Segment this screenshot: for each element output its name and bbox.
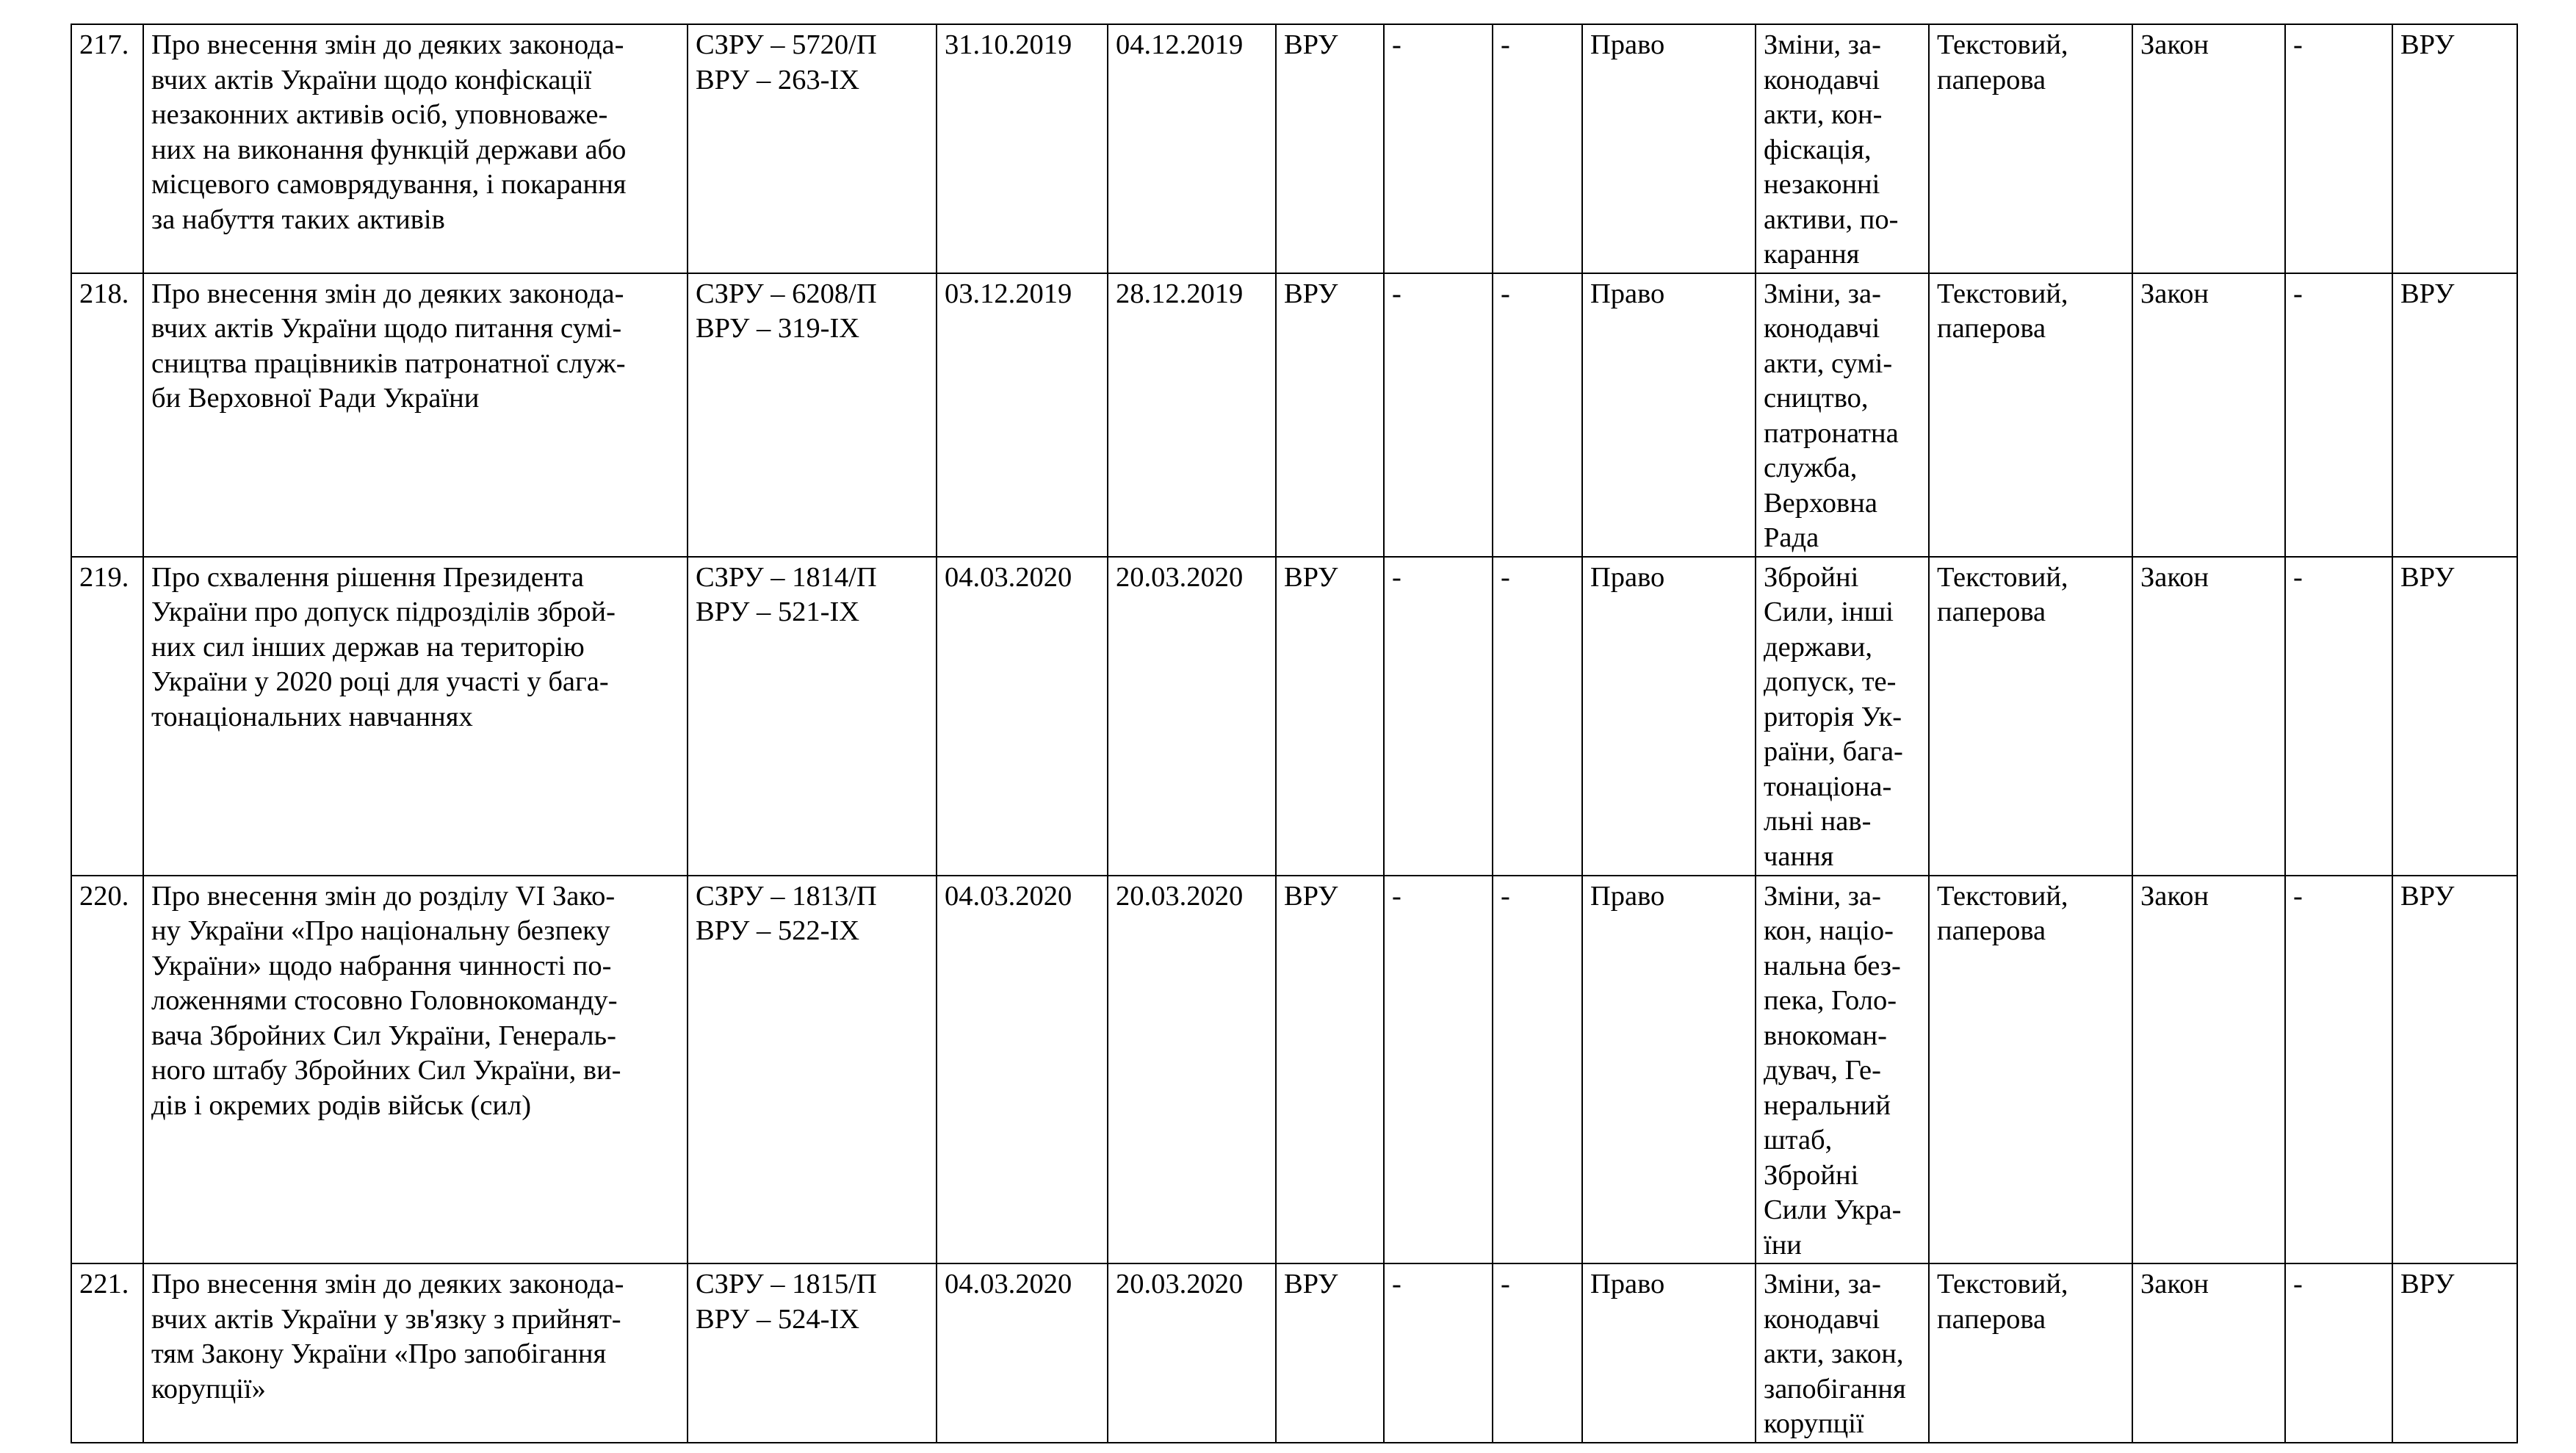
cell-act-title: [143, 273, 688, 557]
act-title-line: вчих актів України щодо питання сумі-: [151, 313, 622, 344]
act-title-line: ложеннями стосовно Головнокоманду-: [151, 985, 618, 1016]
keywords-line: допуск, те-: [1764, 666, 1897, 697]
act-title-line: сництва працівників патронатної служ-: [151, 347, 626, 379]
cell-row-number: 219.: [71, 557, 143, 876]
keywords-line: кон, націо-: [1764, 915, 1894, 946]
cell-empty-field-c: -: [2285, 273, 2392, 557]
cell-issuing-body: ВРУ: [1276, 557, 1384, 876]
cell-act-title: [143, 1263, 688, 1443]
cell-publication-date: 20.03.2020: [1108, 1263, 1276, 1443]
keywords-line: Рада: [1764, 522, 1819, 553]
cell-document-type: Закон: [2132, 273, 2285, 557]
keywords-line: Верховна: [1764, 487, 1877, 519]
cell-adoption-date: 04.03.2020: [937, 876, 1108, 1264]
cell-category: Право: [1582, 1263, 1756, 1443]
cell-empty-field-b: -: [1493, 557, 1582, 876]
keywords-line: внокоман-: [1764, 1020, 1887, 1051]
cell-document-format: [1929, 557, 2132, 876]
cell-document-format: [1929, 273, 2132, 557]
keywords-line: акти, кон-: [1764, 99, 1883, 130]
registration-number-line: ВРУ – 319-IX: [696, 313, 860, 344]
cell-row-number: 220.: [71, 876, 143, 1264]
registration-number-line: СЗРУ – 1813/П: [696, 880, 877, 912]
keywords-line: Сили, інші: [1764, 596, 1894, 627]
document-format-line: паперова: [1937, 1303, 2046, 1335]
registration-number-line: ВРУ – 263-IX: [696, 64, 860, 95]
act-title-line: ну України «Про національну безпеку: [151, 915, 610, 946]
act-title-line: Про внесення змін до деяких законода-: [151, 1269, 624, 1299]
registration-number-line: ВРУ – 521-IX: [696, 596, 860, 627]
keywords-line: Зміни, за-: [1764, 1269, 1881, 1299]
act-title-line: тонаціональних навчаннях: [151, 701, 473, 732]
cell-empty-field-c: -: [2285, 1263, 2392, 1443]
act-title-line: корупції»: [151, 1373, 266, 1405]
cell-row-number: 217.: [71, 24, 143, 273]
document-page: [71, 24, 2517, 1443]
cell-issuing-body: ВРУ: [1276, 273, 1384, 557]
act-title-line: них на виконання функцій держави або: [151, 134, 627, 165]
keywords-line: конодавчі: [1764, 313, 1880, 344]
keywords-line: патронатна: [1764, 417, 1899, 449]
keywords-line: раїни, бага-: [1764, 736, 1903, 767]
cell-keywords: [1756, 557, 1929, 876]
keywords-line: служба,: [1764, 453, 1858, 483]
cell-document-format: [1929, 876, 2132, 1264]
keywords-line: риторія Ук-: [1764, 701, 1902, 732]
keywords-line: тонаціона-: [1764, 771, 1892, 802]
table-row: [71, 24, 2517, 273]
keywords-line: Зміни, за-: [1764, 278, 1881, 309]
registration-number-line: СЗРУ – 1814/П: [696, 561, 877, 593]
act-title-line: за набуття таких активів: [151, 203, 445, 235]
cell-source-body: ВРУ: [2392, 557, 2517, 876]
act-title-line: би Верховної Ради України: [151, 383, 480, 414]
cell-empty-field-a: -: [1384, 557, 1493, 876]
cell-empty-field-b: -: [1493, 24, 1582, 273]
keywords-line: акти, закон,: [1764, 1338, 1904, 1369]
cell-adoption-date: 04.03.2020: [937, 1263, 1108, 1443]
document-format-line: Текстовий,: [1937, 1269, 2068, 1299]
keywords-line: незаконні: [1764, 169, 1880, 200]
act-title-line: України у 2020 році для участі у бага-: [151, 666, 609, 697]
cell-empty-field-c: -: [2285, 24, 2392, 273]
registration-number-line: ВРУ – 524-IX: [696, 1303, 860, 1335]
cell-empty-field-a: -: [1384, 273, 1493, 557]
table-row: [71, 876, 2517, 1264]
cell-source-body: ВРУ: [2392, 1263, 2517, 1443]
cell-empty-field-b: -: [1493, 876, 1582, 1264]
registration-number-line: СЗРУ – 1815/П: [696, 1269, 877, 1299]
act-title-line: України» щодо набрання чинності по-: [151, 950, 612, 981]
keywords-line: нальна без-: [1764, 950, 1901, 981]
act-title-line: України про допуск підрозділів збрoй-: [151, 596, 616, 627]
act-title-line: вчих актів України у зв'язку з прийнят-: [151, 1303, 621, 1335]
cell-registration-number: [688, 273, 937, 557]
cell-issuing-body: ВРУ: [1276, 24, 1384, 273]
registration-number-line: СЗРУ – 5720/П: [696, 29, 877, 60]
keywords-line: Зміни, за-: [1764, 29, 1881, 60]
document-format-line: паперова: [1937, 915, 2046, 946]
act-title-line: дів і окремих родів військ (сил): [151, 1089, 532, 1121]
cell-category: Право: [1582, 273, 1756, 557]
cell-row-number: 218.: [71, 273, 143, 557]
keywords-line: їни: [1764, 1229, 1802, 1261]
cell-document-format: [1929, 1263, 2132, 1443]
keywords-line: держави,: [1764, 631, 1873, 663]
registration-number-line: ВРУ – 522-IX: [696, 915, 860, 946]
cell-act-title: [143, 557, 688, 876]
cell-registration-number: [688, 1263, 937, 1443]
cell-empty-field-c: -: [2285, 876, 2392, 1264]
cell-category: Право: [1582, 876, 1756, 1264]
cell-publication-date: 20.03.2020: [1108, 876, 1276, 1264]
keywords-line: Зміни, за-: [1764, 880, 1881, 912]
keywords-line: пека, Голо-: [1764, 985, 1897, 1016]
document-format-line: Текстовий,: [1937, 29, 2068, 60]
keywords-line: Збройні: [1764, 1159, 1859, 1191]
cell-empty-field-a: -: [1384, 876, 1493, 1264]
keywords-line: сництво,: [1764, 383, 1869, 414]
keywords-line: дувач, Ге-: [1764, 1055, 1881, 1086]
cell-source-body: ВРУ: [2392, 876, 2517, 1264]
cell-act-title: [143, 24, 688, 273]
cell-document-type: Закон: [2132, 557, 2285, 876]
cell-empty-field-a: -: [1384, 24, 1493, 273]
act-title-line: Про схвалення рішення Президента: [151, 561, 585, 593]
cell-source-body: ВРУ: [2392, 273, 2517, 557]
act-title-line: Про внесення змін до розділу VI Зако-: [151, 880, 616, 912]
cell-keywords: [1756, 273, 1929, 557]
cell-issuing-body: ВРУ: [1276, 1263, 1384, 1443]
act-title-line: Про внесення змін до деяких законода-: [151, 29, 624, 60]
table-row: [71, 557, 2517, 876]
table-row: [71, 273, 2517, 557]
keywords-line: чання: [1764, 840, 1834, 872]
cell-keywords: [1756, 24, 1929, 273]
cell-act-title: [143, 876, 688, 1264]
document-format-line: Текстовий,: [1937, 278, 2068, 309]
document-format-line: паперова: [1937, 596, 2046, 627]
keywords-line: Збройні: [1764, 561, 1859, 593]
cell-registration-number: [688, 24, 937, 273]
cell-keywords: [1756, 1263, 1929, 1443]
registration-number-line: СЗРУ – 6208/П: [696, 278, 877, 309]
act-title-line: місцевого самоврядування, і покарання: [151, 169, 627, 200]
document-format-line: Текстовий,: [1937, 880, 2068, 912]
cell-issuing-body: ВРУ: [1276, 876, 1384, 1264]
keywords-line: конодавчі: [1764, 64, 1880, 95]
act-title-line: ного штабу Збройних Сил України, ви-: [151, 1055, 621, 1086]
act-title-line: незаконних активів осіб, уповноваже-: [151, 99, 608, 130]
cell-document-type: Закон: [2132, 876, 2285, 1264]
document-format-line: паперова: [1937, 64, 2046, 95]
cell-document-type: Закон: [2132, 24, 2285, 273]
cell-registration-number: [688, 876, 937, 1264]
cell-empty-field-c: -: [2285, 557, 2392, 876]
cell-adoption-date: 04.03.2020: [937, 557, 1108, 876]
cell-category: Право: [1582, 557, 1756, 876]
act-title-line: тям Закону України «Про запобігання: [151, 1338, 607, 1369]
act-title-line: вчих актів України щодо конфіскації: [151, 64, 592, 95]
cell-publication-date: 28.12.2019: [1108, 273, 1276, 557]
cell-source-body: ВРУ: [2392, 24, 2517, 273]
keywords-line: Сили Укра-: [1764, 1194, 1902, 1225]
registry-body: [71, 24, 2517, 1443]
cell-publication-date: 20.03.2020: [1108, 557, 1276, 876]
document-format-line: Текстовий,: [1937, 561, 2068, 593]
cell-document-type: Закон: [2132, 1263, 2285, 1443]
cell-empty-field-a: -: [1384, 1263, 1493, 1443]
cell-category: Право: [1582, 24, 1756, 273]
keywords-line: акти, сумі-: [1764, 347, 1893, 379]
keywords-line: карання: [1764, 239, 1860, 270]
keywords-line: фіскація,: [1764, 134, 1872, 165]
keywords-line: корупції: [1764, 1408, 1864, 1439]
cell-registration-number: [688, 557, 937, 876]
legislation-registry-table: [71, 24, 2518, 1443]
cell-publication-date: 04.12.2019: [1108, 24, 1276, 273]
act-title-line: них сил інших держав на територію: [151, 631, 585, 663]
cell-keywords: [1756, 876, 1929, 1264]
keywords-line: льні нав-: [1764, 806, 1872, 837]
cell-adoption-date: 03.12.2019: [937, 273, 1108, 557]
keywords-line: конодавчі: [1764, 1303, 1880, 1335]
act-title-line: вача Збройних Сил України, Генераль-: [151, 1020, 616, 1051]
keywords-line: штаб,: [1764, 1125, 1833, 1155]
cell-row-number: 221.: [71, 1263, 143, 1443]
cell-document-format: [1929, 24, 2132, 273]
cell-empty-field-b: -: [1493, 273, 1582, 557]
table-row: [71, 1263, 2517, 1443]
keywords-line: запобігання: [1764, 1373, 1906, 1405]
document-format-line: паперова: [1937, 313, 2046, 344]
cell-empty-field-b: -: [1493, 1263, 1582, 1443]
act-title-line: Про внесення змін до деяких законода-: [151, 278, 624, 309]
keywords-line: неральний: [1764, 1089, 1891, 1121]
keywords-line: активи, по-: [1764, 203, 1899, 235]
cell-adoption-date: 31.10.2019: [937, 24, 1108, 273]
